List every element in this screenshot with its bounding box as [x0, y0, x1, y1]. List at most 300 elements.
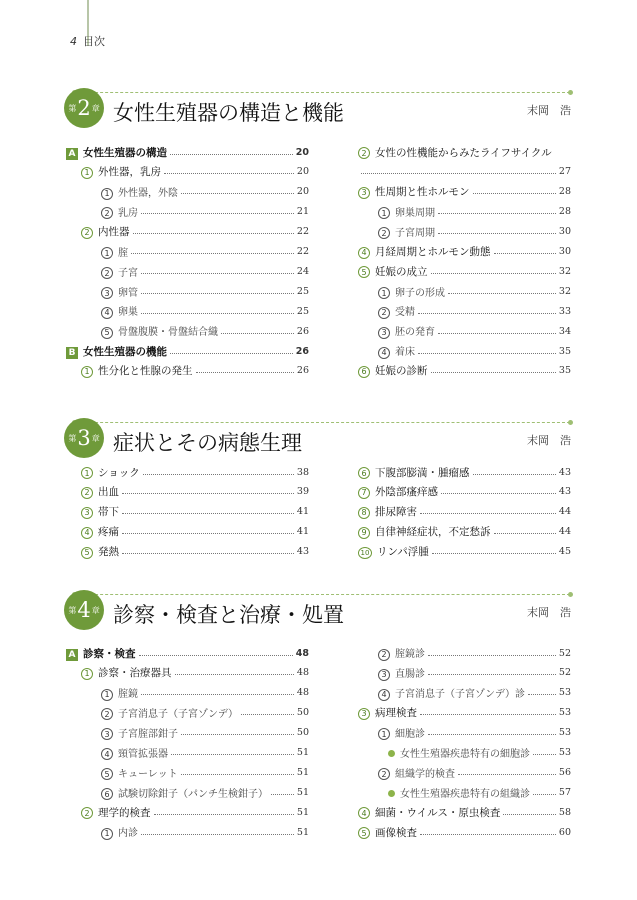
entry-title: 直腸診: [395, 669, 425, 681]
chapter-title: 診察・検査と治療・処置: [113, 603, 344, 627]
chapter-title: 症状とその病態生理: [113, 431, 302, 455]
item-number-circle: 5: [81, 547, 93, 559]
entry-page-number: 35: [558, 365, 571, 377]
entry-label: [378, 343, 415, 359]
toc-entry[interactable]: [101, 706, 309, 720]
entry-page-number: 26: [296, 365, 309, 377]
item-number-circle: 3: [358, 187, 370, 199]
entry-label: [81, 805, 151, 820]
toc-entry[interactable]: [101, 245, 309, 259]
dot-leader: [418, 353, 556, 354]
item-number-circle: 10: [358, 547, 372, 559]
subitem-number-circle: 1: [378, 287, 390, 299]
entry-page-number: 43: [558, 486, 571, 498]
subitem-number-circle: 2: [378, 227, 390, 239]
entry-title: 自律神経症状，不定愁訴: [375, 526, 491, 539]
chapter-badge: [64, 88, 104, 128]
entry-label: [101, 303, 138, 319]
dot-leader: [271, 794, 294, 795]
dot-leader: [141, 834, 294, 835]
entry-label: [101, 184, 178, 200]
subitem-number-circle: 1: [378, 207, 390, 219]
toc-entry[interactable]: [378, 284, 571, 298]
entry-title: 性周期と性ホルモン: [375, 186, 470, 199]
subitem-number-circle: 1: [378, 728, 390, 740]
entry-label: [81, 504, 119, 519]
entry-label: [358, 264, 428, 279]
entry-title: ショック: [98, 466, 140, 479]
entry-title: キューレット: [118, 768, 178, 780]
subitem-number-circle: 2: [101, 207, 113, 219]
entry-title: 子宮: [118, 267, 138, 279]
badge-suffix: 章: [91, 605, 100, 615]
subitem-number-circle: 2: [378, 768, 390, 780]
entry-title: 子宮消息子（子宮ゾンデ）診: [395, 689, 525, 701]
entry-label: [358, 805, 500, 820]
toc-entry[interactable]: [358, 145, 571, 159]
dot-leader: [171, 754, 294, 755]
dot-leader: [196, 372, 294, 373]
entry-title: 子宮腟部鉗子: [118, 728, 178, 740]
subitem-number-circle: 6: [101, 788, 113, 800]
entry-title: 妊娠の成立: [375, 265, 428, 278]
entry-title: 女性生殖器の機能: [83, 345, 167, 358]
subitem-number-circle: 3: [378, 327, 390, 339]
item-number-circle: 1: [81, 366, 93, 378]
item-number-circle: 2: [81, 487, 93, 499]
entry-page-number: 26: [295, 345, 309, 357]
entry-title: 頸管拡張器: [118, 748, 168, 760]
entry-title: 着床: [395, 347, 415, 359]
subitem-number-circle: 4: [378, 347, 390, 359]
entry-title: 外陰部瘙痒感: [375, 486, 438, 499]
badge-prefix: 第: [68, 433, 77, 443]
item-number-circle: 2: [81, 227, 93, 239]
entry-page-number: 22: [296, 226, 309, 238]
toc-entry[interactable]: [378, 205, 571, 219]
badge-number: 3: [77, 425, 91, 450]
item-number-circle: 3: [81, 507, 93, 519]
entry-page-number: 20: [296, 166, 309, 178]
dot-leader: [154, 814, 294, 815]
toc-entry[interactable]: [358, 485, 571, 499]
dot-leader: [221, 333, 294, 334]
toc-entry[interactable]: [378, 666, 571, 680]
entry-title: 診察・治療器具: [98, 667, 172, 680]
subitem-number-circle: 3: [378, 669, 390, 681]
entry-label: [378, 303, 415, 319]
toc-entry[interactable]: [358, 825, 571, 839]
entry-title: 胚の発育: [395, 327, 435, 339]
toc-entry[interactable]: [66, 646, 309, 660]
entry-label: [358, 524, 491, 539]
dot-leader: [164, 173, 294, 174]
dot-leader: [141, 213, 294, 214]
dot-leader: [533, 754, 556, 755]
entry-page-number: 24: [296, 265, 309, 277]
entry-title: 外性器，乳房: [98, 166, 161, 179]
entry-title: 内診: [118, 828, 138, 840]
toc-entry[interactable]: [81, 505, 309, 519]
entry-label: [358, 705, 417, 720]
toc-entry[interactable]: [388, 746, 571, 760]
entry-title: 外性器，外陰: [118, 188, 178, 200]
entry-title: 疼痛: [98, 526, 119, 539]
entry-title: 病理検査: [375, 707, 417, 720]
entry-label: [101, 765, 178, 781]
entry-page-number: 26: [296, 325, 309, 337]
entry-title: 画像検査: [375, 826, 417, 839]
page-number: 4: [70, 35, 77, 48]
section-letter-badge: A: [66, 649, 78, 661]
entry-title: 腟鏡診: [395, 649, 425, 661]
item-number-circle: 7: [358, 487, 370, 499]
toc-entry[interactable]: [81, 225, 309, 239]
entry-label: [358, 484, 438, 499]
toc-entry[interactable]: [81, 525, 309, 539]
subitem-number-circle: 2: [101, 708, 113, 720]
dot-leader: [133, 233, 294, 234]
toc-entry[interactable]: [101, 304, 309, 318]
entry-page-number: 33: [558, 305, 571, 317]
toc-entry[interactable]: [378, 726, 571, 740]
entry-page-number: 38: [296, 466, 309, 478]
entry-page-number: 48: [295, 647, 309, 659]
toc-entry[interactable]: [101, 284, 309, 298]
entry-label: [378, 204, 435, 220]
toc-entry[interactable]: [81, 666, 309, 680]
item-number-circle: 9: [358, 527, 370, 539]
subitem-number-circle: 3: [101, 287, 113, 299]
dot-leader: [438, 333, 556, 334]
entry-page-number: 32: [558, 265, 571, 277]
entry-label: [388, 745, 530, 760]
dot-leader: [438, 233, 556, 234]
toc-entry[interactable]: [81, 465, 309, 479]
subitem-number-circle: 5: [101, 327, 113, 339]
chapter-author: 末岡 浩: [527, 434, 571, 447]
entry-label: [101, 244, 128, 260]
entry-page-number: 25: [296, 285, 309, 297]
entry-page-number: 53: [558, 747, 571, 758]
toc-entry[interactable]: [81, 165, 309, 179]
entry-title: 細菌・ウイルス・原虫検査: [375, 806, 501, 819]
toc-entry[interactable]: [66, 145, 309, 159]
entry-title: 子宮消息子（子宮ゾンデ）: [118, 708, 238, 720]
item-number-circle: 3: [358, 708, 370, 720]
entry-label: [101, 725, 178, 741]
entry-title: 腟鏡: [118, 689, 138, 701]
item-number-circle: 4: [358, 807, 370, 819]
entry-title: 組織学的検査: [395, 768, 455, 780]
entry-label: [378, 645, 425, 661]
section-letter-badge: B: [66, 347, 78, 359]
entry-page-number: 52: [558, 647, 571, 659]
entry-page-number: 43: [558, 466, 571, 478]
dot-leader: [170, 154, 293, 155]
dot-leader: [458, 774, 556, 775]
entry-title: リンパ浮腫: [377, 546, 429, 559]
toc-entry[interactable]: [101, 264, 309, 278]
entry-title: 卵巣: [118, 307, 138, 319]
dot-leader: [181, 774, 294, 775]
dot-leader: [431, 273, 556, 274]
toc-entry[interactable]: [358, 525, 571, 539]
entry-title: 骨盤腹膜・骨盤結合織: [118, 327, 218, 339]
entry-label: [378, 685, 525, 701]
dot-leader: [139, 655, 293, 656]
entry-label: [81, 484, 119, 499]
toc-entry[interactable]: [101, 825, 309, 839]
toc-entry[interactable]: [101, 324, 309, 338]
entry-title: 帯下: [98, 506, 119, 519]
toc-entry[interactable]: [378, 646, 571, 660]
entry-title: 腟: [118, 247, 128, 259]
entry-page-number: 28: [558, 186, 571, 198]
entry-label: [378, 284, 445, 300]
toc-entry[interactable]: [358, 185, 571, 199]
subitem-number-circle: 1: [101, 188, 113, 200]
badge-prefix: 第: [68, 103, 77, 113]
toc-entry[interactable]: [66, 344, 309, 358]
entry-page-number: 25: [296, 305, 309, 317]
toc-entry[interactable]: [378, 324, 571, 338]
entry-label: [101, 284, 138, 300]
subitem-number-circle: 5: [101, 768, 113, 780]
entry-title: 女性の性機能からみたライフサイクル: [375, 146, 552, 159]
divider-dot: [568, 592, 573, 597]
entry-label: [66, 145, 167, 160]
dot-leader: [141, 313, 294, 314]
toc-entry[interactable]: [378, 686, 571, 700]
badge-suffix: 章: [91, 433, 100, 443]
dot-leader: [122, 513, 294, 514]
entry-label: [101, 745, 168, 761]
chapter-divider: [75, 594, 570, 595]
dot-leader: [431, 372, 556, 373]
entry-page-number: 41: [296, 506, 309, 518]
item-number-circle: 8: [358, 507, 370, 519]
divider-dot: [568, 420, 573, 425]
dot-leader: [122, 533, 294, 534]
entry-page-number: 51: [296, 747, 309, 758]
entry-label: [101, 204, 138, 220]
entry-page-number: 39: [296, 486, 309, 498]
entry-label: [81, 164, 161, 179]
item-number-circle: 4: [81, 527, 93, 539]
entry-title: 排尿障害: [375, 506, 417, 519]
toc-entry[interactable]: [81, 545, 309, 559]
chapter-badge: [64, 418, 104, 458]
subitem-number-circle: 2: [101, 267, 113, 279]
chapter-author: 末岡 浩: [527, 104, 571, 117]
toc-entry[interactable]: [358, 545, 571, 559]
entry-label: [101, 685, 138, 701]
entry-page-number: 32: [558, 285, 571, 297]
dot-leader: [441, 493, 556, 494]
entry-title: 受精: [395, 307, 415, 319]
subitem-number-circle: 4: [101, 748, 113, 760]
toc-entry[interactable]: [81, 364, 309, 378]
dot-leader: [432, 553, 556, 554]
item-number-circle: 6: [358, 467, 370, 479]
toc-entry[interactable]: [358, 165, 571, 179]
entry-label: [388, 785, 530, 800]
toc-entry[interactable]: [358, 805, 571, 819]
entry-page-number: 50: [296, 707, 309, 719]
subitem-number-circle: 4: [101, 307, 113, 319]
entry-label: [358, 825, 417, 840]
entry-label: [66, 344, 167, 359]
toc-entry[interactable]: [378, 225, 571, 239]
entry-label: [101, 785, 268, 801]
entry-label: [358, 465, 470, 480]
entry-title: 女性生殖器疾患特有の組織診: [400, 788, 530, 800]
dot-leader: [428, 734, 556, 735]
entry-label: [81, 665, 172, 680]
dot-leader: [181, 193, 294, 194]
toc-entry[interactable]: [81, 805, 309, 819]
dot-leader: [473, 474, 556, 475]
toc-entry[interactable]: [101, 205, 309, 219]
toc-entry[interactable]: [358, 465, 571, 479]
dot-leader: [141, 293, 294, 294]
entry-title: 出血: [98, 486, 119, 499]
dot-leader: [438, 213, 556, 214]
entry-label: [378, 665, 425, 681]
toc-entry[interactable]: [101, 185, 309, 199]
dot-leader: [420, 834, 556, 835]
header-label: 目次: [83, 35, 105, 48]
entry-page-number: 51: [296, 786, 309, 798]
chapter-author: 末岡 浩: [527, 606, 571, 619]
entry-label: [81, 224, 130, 239]
item-number-circle: 2: [358, 147, 370, 159]
entry-page-number: 45: [558, 546, 571, 558]
entry-page-number: 53: [558, 727, 571, 739]
entry-page-number: 50: [296, 727, 309, 739]
dot-leader: [494, 533, 556, 534]
entry-label: [378, 765, 455, 781]
subitem-number-circle: 4: [378, 689, 390, 701]
entry-page-number: 41: [296, 526, 309, 538]
item-number-circle: 5: [358, 827, 370, 839]
entry-label: [378, 323, 435, 339]
toc-entry[interactable]: [358, 245, 571, 259]
entry-page-number: 35: [558, 345, 571, 357]
entry-label: [358, 544, 429, 559]
badge-prefix: 第: [68, 605, 77, 615]
entry-page-number: 56: [558, 766, 571, 778]
subitem-number-circle: 1: [101, 689, 113, 701]
entry-title: 試験切除鉗子（パンチ生検鉗子）: [118, 788, 268, 800]
subitem-number-circle: 2: [378, 649, 390, 661]
chapter-title: 女性生殖器の構造と機能: [113, 101, 344, 125]
item-number-circle: 1: [81, 668, 93, 680]
entry-page-number: 43: [296, 546, 309, 558]
entry-label: [358, 504, 417, 519]
badge-suffix: 章: [91, 103, 100, 113]
toc-entry[interactable]: [358, 364, 571, 378]
dot-leader: [141, 694, 294, 695]
dot-leader: [131, 253, 294, 254]
toc-entry[interactable]: [388, 785, 571, 799]
entry-label: [81, 544, 119, 559]
subitem-number-circle: 3: [101, 728, 113, 740]
subitem-number-circle: 2: [378, 307, 390, 319]
entry-page-number: 58: [558, 806, 571, 818]
toc-entry[interactable]: [101, 686, 309, 700]
dot-leader: [428, 674, 556, 675]
dot-leader: [122, 493, 294, 494]
item-number-circle: 6: [358, 366, 370, 378]
entry-label: [101, 705, 238, 721]
toc-entry[interactable]: [81, 485, 309, 499]
dot-leader: [420, 714, 556, 715]
toc-entry[interactable]: [378, 344, 571, 358]
toc-entry[interactable]: [358, 505, 571, 519]
dot-leader: [494, 253, 556, 254]
toc-entry[interactable]: [358, 706, 571, 720]
toc-entry[interactable]: [358, 264, 571, 278]
entry-page-number: 20: [296, 186, 309, 198]
toc-entry[interactable]: [101, 726, 309, 740]
entry-label: [81, 524, 119, 539]
entry-title: 性分化と性腺の発生: [98, 365, 193, 378]
dot-leader: [473, 193, 556, 194]
toc-entry[interactable]: [101, 765, 309, 779]
dot-leader: [418, 313, 556, 314]
entry-page-number: 53: [558, 687, 571, 699]
entry-page-number: 48: [296, 687, 309, 699]
item-number-circle: 1: [81, 467, 93, 479]
entry-title: 子宮周期: [395, 227, 435, 239]
entry-label: [101, 264, 138, 280]
entry-page-number: 52: [558, 667, 571, 679]
toc-entry[interactable]: [378, 304, 571, 318]
dot-leader: [428, 655, 556, 656]
bullet-dot-icon: [388, 790, 395, 797]
badge-number: 4: [77, 597, 91, 622]
entry-title: 内性器: [98, 226, 130, 239]
chapter-badge: [64, 590, 104, 630]
entry-page-number: 51: [296, 826, 309, 838]
dot-leader: [181, 734, 294, 735]
toc-entry[interactable]: [378, 765, 571, 779]
entry-page-number: 44: [558, 506, 571, 518]
page-header: [0, 0, 637, 60]
entry-title: 細胞診: [395, 728, 425, 740]
entry-page-number: 34: [558, 325, 571, 337]
dot-leader: [143, 474, 294, 475]
entry-page-number: 48: [296, 667, 309, 679]
entry-label: [378, 224, 435, 240]
subitem-number-circle: 1: [101, 828, 113, 840]
entry-label: [358, 244, 491, 259]
entry-title: 妊娠の診断: [375, 365, 428, 378]
toc-entry[interactable]: [101, 785, 309, 799]
dot-leader: [141, 273, 294, 274]
entry-page-number: 44: [558, 526, 571, 538]
dot-leader: [361, 173, 556, 174]
dot-leader: [448, 293, 556, 294]
toc-entry[interactable]: [101, 746, 309, 760]
entry-title: 女性生殖器の構造: [83, 146, 167, 159]
entry-label: [81, 363, 193, 378]
entry-title: 女性生殖器疾患特有の細胞診: [400, 749, 530, 760]
item-number-circle: 5: [358, 266, 370, 278]
subitem-number-circle: 1: [101, 247, 113, 259]
